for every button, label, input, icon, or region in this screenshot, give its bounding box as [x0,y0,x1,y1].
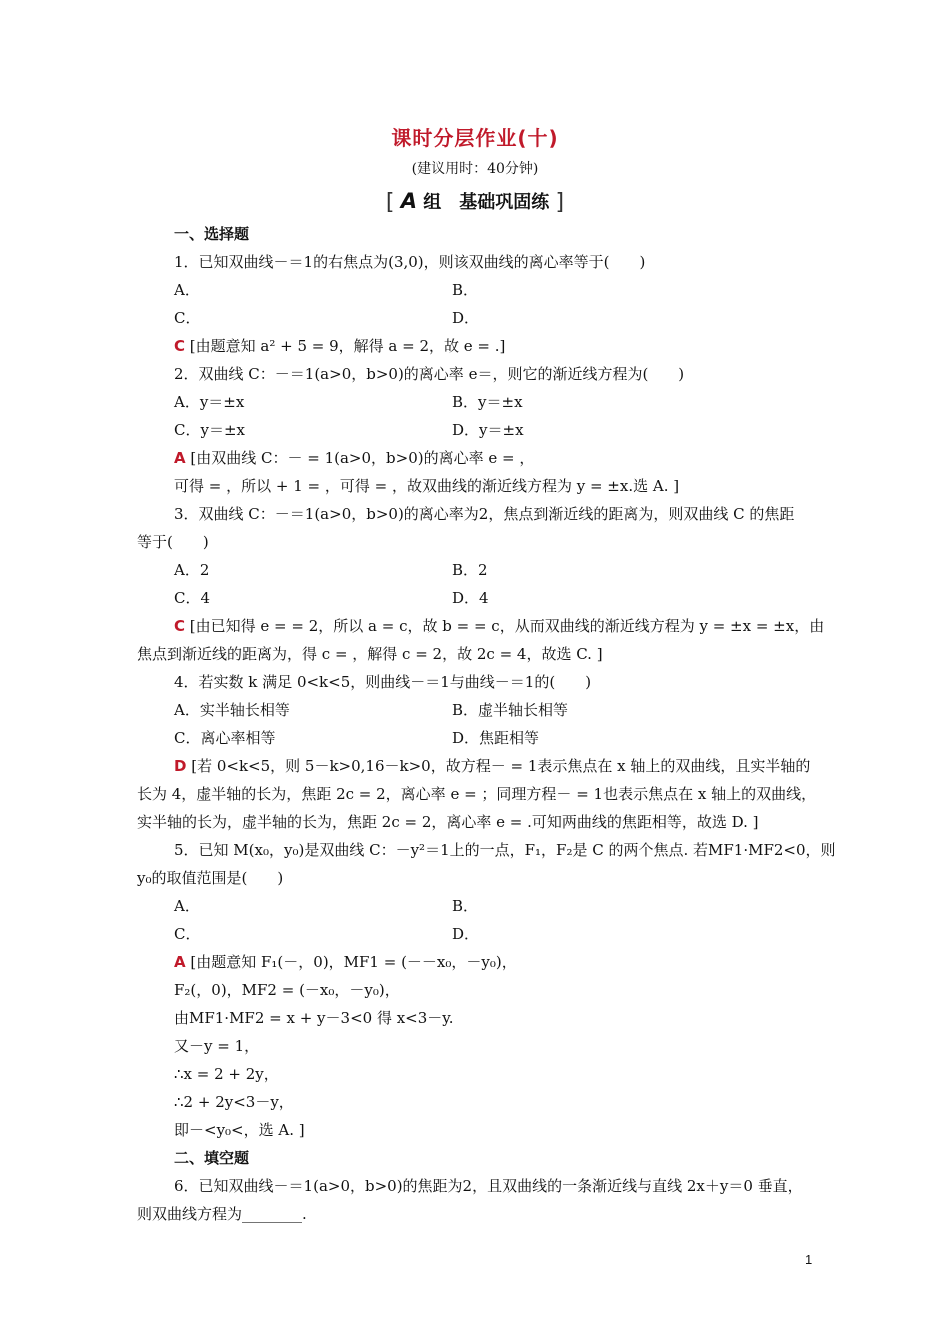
line-text: D．焦距相等 [452,729,540,747]
page-title: 课时分层作业(十) [391,126,559,150]
line-text: [由双曲线 C：－ = 1(a>0，b>0)的离心率 e = ， [185,449,535,467]
text-line [137,532,209,552]
line-text: B． [452,897,479,915]
text-line [174,588,210,608]
text-line [174,1064,279,1084]
group-label: 组 基础巩固练 [423,192,550,213]
line-text: [由已知得 e = = 2，所以 a = c，故 b = = c，从而双曲线的渐近线方程为 y = ±x = ±x，由 [185,617,825,635]
line-text: A．2 [174,561,210,579]
line-text: 5．已知 M(x₀，y₀)是双曲线 C：－y²＝1上的一点，F₁，F₂是 C 的两个焦点. 若MF1·MF2<0，则 [174,841,836,859]
answer-key: D [174,757,187,775]
line-text: 可得 = ，所以 + 1 = ，可得 = ，故双曲线的渐近线方程为 y = ±x.选 A. ] [174,477,680,495]
line-text: 1．已知双曲线－＝1的右焦点为(3,0)，则该双曲线的离心率等于( ) [174,253,646,271]
line-text: A．实半轴长相等 [174,701,290,719]
text-line [174,504,794,524]
text-line [174,728,275,748]
line-text: F₂(，0)，MF2 = (－x₀，－y₀)， [174,981,400,999]
line-text: C．离心率相等 [174,729,276,747]
line-text: 由MF1·MF2 = x + y－3<0 得 x<3－y. [174,1009,454,1027]
text-line [452,896,478,916]
text-line [174,560,209,580]
text-line [174,896,200,916]
line-text: D． [452,925,480,943]
text-line [174,420,245,440]
text-line [137,784,816,804]
text-line [174,1008,454,1028]
answer-line [174,448,534,468]
line-text: [若 0<k<5，则 5－k>0,16－k>0，故方程－ = 1表示焦点在 x 轴上的双曲线，且实半轴的 [186,757,811,775]
text-line [174,980,400,1000]
line-text: 则双曲线方程为________. [137,1205,307,1223]
text-line [174,700,290,720]
text-line [174,392,244,412]
text-line [137,812,759,832]
line-text: ∴x = 2 + 2y， [174,1065,279,1083]
group-heading [0,188,950,215]
line-text: C．y＝±x [174,421,245,439]
text-line [174,1176,803,1196]
text-line [452,420,524,440]
answer-key: A [174,953,186,971]
line-text: C． [174,309,201,327]
text-line [174,308,200,328]
text-line [137,644,603,664]
line-text: C． [174,925,201,943]
text-line [174,840,836,860]
line-text: B．y＝±x [452,393,523,411]
answer-line [174,616,824,636]
line-text: 一、选择题 [174,225,250,243]
text-line [452,560,488,580]
text-line [174,364,684,384]
text-line [137,1204,307,1224]
text-line [174,672,591,692]
answer-line [174,756,810,776]
line-text: B．虚半轴长相等 [452,701,569,719]
text-line [452,728,539,748]
line-text: D．y＝±x [452,421,524,439]
line-text: ∴2 + 2y<3－y， [174,1093,294,1111]
group-bracket-open: [ [385,190,395,215]
answer-key: C [174,617,186,635]
line-text: A． [174,281,200,299]
text-line [137,868,283,888]
line-text: y₀的取值范围是( ) [137,869,284,887]
line-text: [由题意知 F₁(－，0)，MF1 = (－－x₀，－y₀)， [185,953,517,971]
text-line [174,924,200,944]
answer-line [174,952,517,972]
line-text: 2．双曲线 C：－＝1(a>0，b>0)的离心率 e＝，则它的渐近线方程为( ) [174,365,685,383]
group-letter: A [400,189,417,213]
line-text: [由题意知 a² + 5 = 9，解得 a = 2，故 e = .] [185,337,506,355]
line-text: 即－<y₀<，选 A. ] [174,1121,305,1139]
line-text: 长为 4，虚半轴的长为，焦距 2c = 2，离心率 e = ；同理方程－ = 1也表示焦点在 x 轴上的双曲线， [137,785,817,803]
section-heading [174,1148,249,1168]
text-line [452,308,479,328]
line-text: A． [174,897,200,915]
line-text: 二、填空题 [174,1149,250,1167]
section-heading [174,224,249,244]
text-line [174,252,645,272]
page-number: 1 [805,1252,813,1267]
text-line [174,280,200,300]
text-line [174,1036,259,1056]
text-line [174,1120,305,1140]
line-text: 等于( ) [137,533,209,551]
answer-key: A [174,449,186,467]
line-text: 4．若实数 k 满足 0<k<5，则曲线－＝1与曲线－＝1的( ) [174,673,592,691]
answer-line [174,336,505,356]
text-line [174,476,679,496]
text-line [174,1092,294,1112]
line-text: 3．双曲线 C：－＝1(a>0，b>0)的离心率为2，焦点到渐近线的距离为，则双曲线 C 的焦距 [174,505,795,523]
line-text: A．y＝±x [174,393,245,411]
text-line [452,700,568,720]
answer-key: C [174,337,186,355]
line-text: B．2 [452,561,488,579]
group-bracket-close: ] [555,190,565,215]
line-text: 实半轴的长为，虚半轴的长为，焦距 2c = 2，离心率 e = .可知两曲线的焦距相等，故选 D. ] [137,813,759,831]
line-text: C．4 [174,589,211,607]
line-text: D．4 [452,589,489,607]
suggested-time: (建议用时：40分钟) [411,161,539,177]
line-text: 焦点到渐近线的距离为，得 c = ，解得 c = 2，故 2c = 4，故选 C. ] [137,645,603,663]
text-line [452,280,478,300]
line-text: 6．已知双曲线－＝1(a>0，b>0)的焦距为2，且双曲线的一条渐近线与直线 2x＋y＝0 垂直， [174,1177,803,1195]
line-text: B． [452,281,479,299]
text-line [452,392,523,412]
text-line [452,924,479,944]
text-line [452,588,489,608]
line-text: D． [452,309,480,327]
line-text: 又－y = 1， [174,1037,260,1055]
